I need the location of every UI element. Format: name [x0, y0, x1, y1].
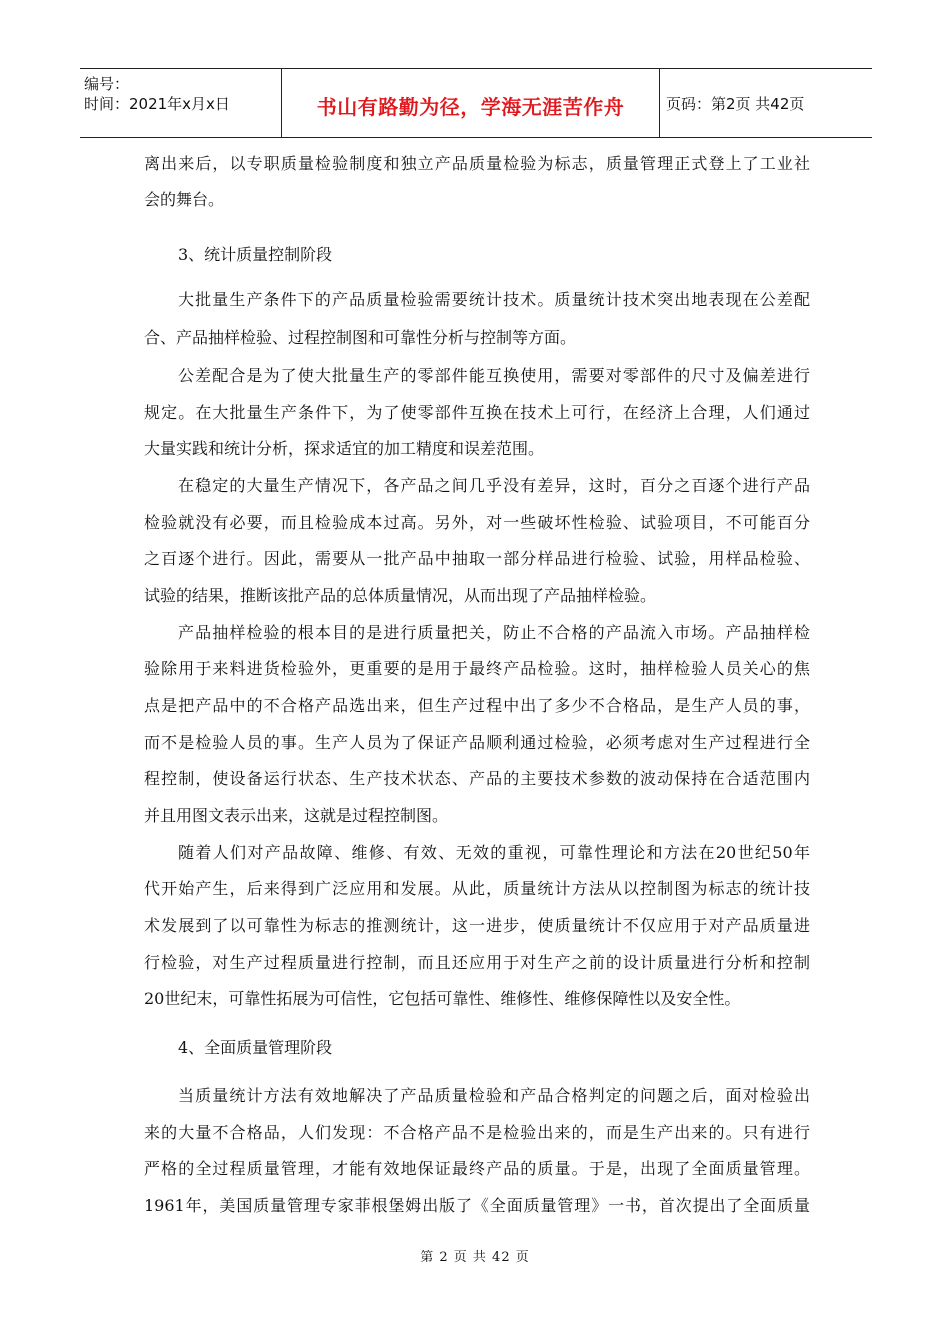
- header-page-cell: [660, 69, 872, 137]
- text-line: 公差配合是为了使大批量生产的零部件能互换使用，需要对零部件的尺寸及偏差进行: [178, 366, 810, 385]
- text-line: 试验的结果，推断该批产品的总体质量情况，从而出现了产品抽样检验。: [144, 586, 657, 605]
- header-info-cell: [80, 69, 282, 137]
- text-line: 来的大量不合格品，人们发现：不合格产品不是检验出来的，而是生产出来的。只有进行: [144, 1123, 810, 1142]
- text-line: 行检验，对生产过程质量进行控制，而且还应用于对生产之前的设计质量进行分析和控制: [144, 953, 810, 972]
- text-line: 当质量统计方法有效地解决了产品质量检验和产品合格判定的问题之后，面对检验出: [178, 1086, 810, 1105]
- header-motto-cell: [282, 69, 660, 137]
- page-header: [80, 68, 872, 138]
- text-line: 会的舞台。: [144, 190, 225, 209]
- text-line: 严格的全过程质量管理，才能有效地保证最终产品的质量。于是，出现了全面质量管理。: [144, 1159, 810, 1178]
- text-line: 程控制，使设备运行状态、生产技术状态、产品的主要技术参数的波动保持在合适范围内: [144, 769, 810, 788]
- text-line: 随着人们对产品故障、维修、有效、无效的重视，可靠性理论和方法在20世纪50年: [178, 843, 810, 862]
- text-line: 之百逐个进行。因此，需要从一批产品中抽取一部分样品进行检验、试验，用样品检验、: [144, 549, 810, 568]
- text-line: 代开始产生，后来得到广泛应用和发展。从此，质量统计方法从以控制图为标志的统计技: [144, 879, 810, 898]
- page-info: 页码：第2页 共42页: [666, 95, 805, 113]
- text-line: 产品抽样检验的根本目的是进行质量把关，防止不合格的产品流入市场。产品抽样检: [178, 623, 810, 642]
- text-line: 规定。在大批量生产条件下，为了使零部件互换在技术上可行，在经济上合理，人们通过: [144, 403, 810, 422]
- text-line: 大批量生产条件下的产品质量检验需要统计技术。质量统计技术突出地表现在公差配: [178, 290, 810, 309]
- text-line: 并且用图文表示出来，这就是过程控制图。: [144, 806, 449, 825]
- section-heading: 3、统计质量控制阶段: [178, 245, 333, 264]
- text-line: 大量实践和统计分析，探求适宜的加工精度和误差范围。: [144, 439, 545, 458]
- text-line: 术发展到了以可靠性为标志的推测统计，这一进步，使质量统计不仅应用于对产品质量进: [144, 916, 810, 935]
- text-line: 20世纪末，可靠性拓展为可信性，它包括可靠性、维修性、维修保障性以及安全性。: [144, 989, 741, 1008]
- text-line: 检验就没有必要，而且检验成本过高。另外，对一些破坏性检验、试验项目，不可能百分: [144, 513, 810, 532]
- text-line: 1961年，美国质量管理专家菲根堡姆出版了《全面质量管理》一书，首次提出了全面质量: [144, 1196, 810, 1215]
- text-line: 在稳定的大量生产情况下，各产品之间几乎没有差异，这时，百分之百逐个进行产品: [178, 476, 810, 495]
- text-line: 验除用于来料进货检验外，更重要的是用于最终产品检验。这时，抽样检验人员关心的焦: [144, 659, 810, 678]
- page-footer: 第 2 页 共 42 页: [420, 1250, 530, 1265]
- section-heading: 4、全面质量管理阶段: [178, 1038, 333, 1057]
- motto: 书山有路勤为径，学海无涯苦作舟: [316, 95, 625, 119]
- text-line: 点是把产品中的不合格产品选出来，但生产过程中出了多少不合格品，是生产人员的事，: [144, 696, 810, 715]
- text-line: 而不是检验人员的事。生产人员为了保证产品顺利通过检验，必须考虑对生产过程进行全: [144, 733, 810, 752]
- number-label: 编号：: [84, 75, 130, 93]
- time-label: 时间：2021年x月x日: [84, 95, 230, 113]
- text-line: 离出来后，以专职质量检验制度和独立产品质量检验为标志，质量管理正式登上了工业社: [144, 154, 810, 173]
- text-line: 合、产品抽样检验、过程控制图和可靠性分析与控制等方面。: [144, 328, 577, 347]
